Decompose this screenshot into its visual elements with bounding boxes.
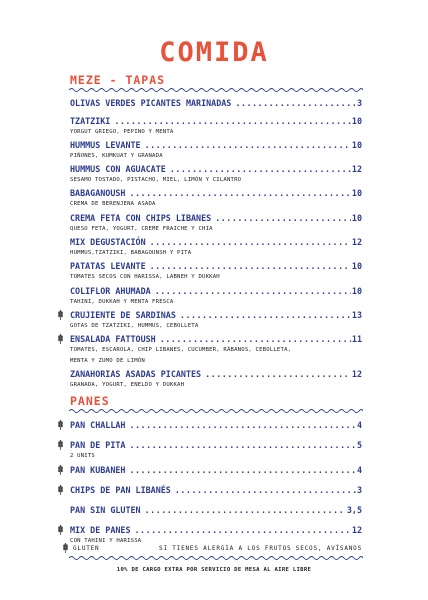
dot-leader [150,236,351,248]
menu-item-price: 5 [356,440,362,450]
menu-item-name: PAN CHALLAH [70,420,126,430]
menu-item [70,236,362,259]
dot-leader [129,439,355,451]
footer-note: 10% DE CARGO EXTRA POR SERVICIO DE MESA AL AIRE LIBRE [116,567,312,573]
gluten-legend [62,543,99,553]
wheat-icon [57,420,64,430]
menu-item-price: 12 [351,525,362,535]
menu-item-price: 10 [351,212,362,223]
dot-leader [135,524,351,536]
menu-item [70,439,362,462]
menu-item-line [70,285,362,297]
menu-item-name: TZATZIKI [70,115,111,126]
wave-divider-panes [69,408,363,414]
menu-item-line [70,419,362,431]
dot-leader [145,504,346,516]
dot-leader [215,212,351,224]
dot-leader [205,368,351,380]
menu-item [70,419,362,431]
menu-item-price: 11 [351,334,362,345]
menu-item-price: 3,5 [346,505,362,515]
menu-item-name: PAN KUBANEH [70,465,126,475]
menu-item-description: HUMMUS,TZATZIKI, BABAGOUNSH Y PITA [70,249,192,256]
menu-item-description: CREMA DE BERENJENA ASADA [70,201,156,208]
dot-leader [145,139,351,151]
menu-item [70,309,362,332]
dot-leader [129,419,355,431]
menu-item-line [70,212,362,224]
menu-item-description: QUESO FETA, YOGURT, CREME FRAICHE Y CHIA [70,225,213,232]
menu-item-line [70,464,362,476]
menu-item-description: PIÑONES, KUMKUAT Y GRANADA [70,152,163,159]
menu-item-name: HUMMUS CON AGUACATE [70,164,166,175]
menu-item-description: TOMATES, ESCAROLA, CHIP LIBANES, CUCUMBER, RÁBANOS, CEBOLLETA, [70,347,292,354]
wheat-icon [57,485,64,495]
menu-item [70,333,362,367]
wheat-icon [57,440,64,450]
menu-item-name: OLIVAS VERDES PICANTES MARINADAS [70,98,232,108]
menu-item-name: CREMA FETA CON CHIPS LIBANES [70,212,212,223]
menu-item-name: PAN SIN GLUTEN [70,505,141,515]
menu-item [70,115,362,138]
menu-item-line [70,368,362,380]
legend [62,543,362,553]
menu-item-price: 12 [351,369,362,380]
menu-item-price: 4 [356,465,362,475]
allergy-note: SI TIENES ALERGIA A LOS FRUTOS SECOS, AVÍSANOS [159,544,362,552]
dot-leader [150,260,351,272]
menu-item-description: GRANADA, YOGURT, ENELDO Y DUKKAH [70,382,185,389]
menu-item-description: CON TAHINI Y HARISSA [70,538,142,544]
menu-item-description: TOMATES SECOS CON HARISSA, LABNEH Y DUKKAH [70,274,220,281]
menu-item-line [70,236,362,248]
menu-item [70,285,362,308]
menu-item-name: COLIFLOR AHUMADA [70,285,151,296]
menu-item [70,212,362,235]
menu-item-price: 10 [351,285,362,296]
menu-item-line [70,309,362,321]
menu-item-line [70,504,362,516]
menu-item [70,187,362,210]
menu-item-price: 3 [356,485,362,495]
menu-item-name: CRUJIENTE DE SARDINAS [70,309,176,320]
menu-item-description: SESAMO TOSTADO, PISTACHO, MIEL, LIMÓN Y CILANTRO [70,177,242,184]
menu-item-description: GOTAS DE TZATZIKI, HUMMUS, CEBOLLETA [70,322,199,329]
menu-item-line [70,524,362,536]
wheat-icon [62,543,69,553]
dot-leader [180,309,351,321]
menu-item [70,368,362,391]
menu-item-line [70,187,362,199]
menu-item-price: 4 [356,420,362,430]
menu-item-line [70,484,362,496]
menu-item-price: 10 [351,188,362,199]
menu-item-name: ZANAHORIAS ASADAS PICANTES [70,369,202,380]
menu-item-name: CHIPS DE PAN LIBANÉS [70,485,171,495]
gluten-label: GLUTEN [73,544,100,552]
wheat-icon [57,310,64,320]
menu-item-name: BABAGANOUSH [70,188,126,199]
menu-item-description: YORGUT GRIEGO, PEPINO Y MENTA [70,128,174,135]
meze-items-list [70,97,362,393]
menu-item [70,504,362,516]
menu-item-description: MENTA Y ZUMO DE LIMÓN [70,358,145,365]
menu-item-name: PAN DE PITA [70,440,126,450]
menu-item-name: MIX DE PANES [70,525,131,535]
section-title-meze: MEZE - TAPAS [70,73,166,87]
menu-item-price: 10 [351,139,362,150]
menu-item-name: HUMMUS LEVANTE [70,139,141,150]
menu-item [70,97,362,109]
page-title: COMIDA [159,37,269,68]
menu-item [70,139,362,162]
menu-item-name: MIX DEGUSTACIÓN [70,236,146,247]
menu-item-price: 13 [351,309,362,320]
menu-item-line [70,163,362,175]
menu-item-line [70,260,362,272]
wheat-icon [57,525,64,535]
menu-item-line [70,115,362,127]
dot-leader [129,187,350,199]
panes-items-list [70,419,362,549]
wheat-icon [57,334,64,344]
menu-item-description: 2 UNITS [70,453,95,459]
dot-leader [175,484,356,496]
menu-item [70,163,362,186]
dot-leader [129,464,355,476]
menu-item-line [70,139,362,151]
dot-leader [114,115,351,127]
menu-item-price: 12 [351,236,362,247]
menu-item-price: 10 [351,115,362,126]
menu-item-price: 12 [351,164,362,175]
menu-item-description: TAHINI, DUKKAH Y MENTA FRESCA [70,298,174,305]
menu-item-name: PATATAS LEVANTE [70,261,146,272]
menu-item [70,260,362,283]
menu-item-price: 10 [351,261,362,272]
menu-item [70,484,362,496]
menu-item-price: 3 [356,98,362,108]
menu-item [70,464,362,476]
menu-item-line [70,439,362,451]
wave-divider-footer [69,555,363,561]
wheat-icon [57,465,64,475]
dot-leader [160,333,351,345]
dot-leader [235,97,356,109]
section-title-panes: PANES [70,394,110,408]
menu-item-line [70,333,362,345]
dot-leader [155,285,351,297]
wave-divider-meze [69,87,363,93]
dot-leader [170,163,351,175]
menu-item-line [70,97,362,109]
menu-item-name: ENSALADA FATTOUSH [70,334,156,345]
